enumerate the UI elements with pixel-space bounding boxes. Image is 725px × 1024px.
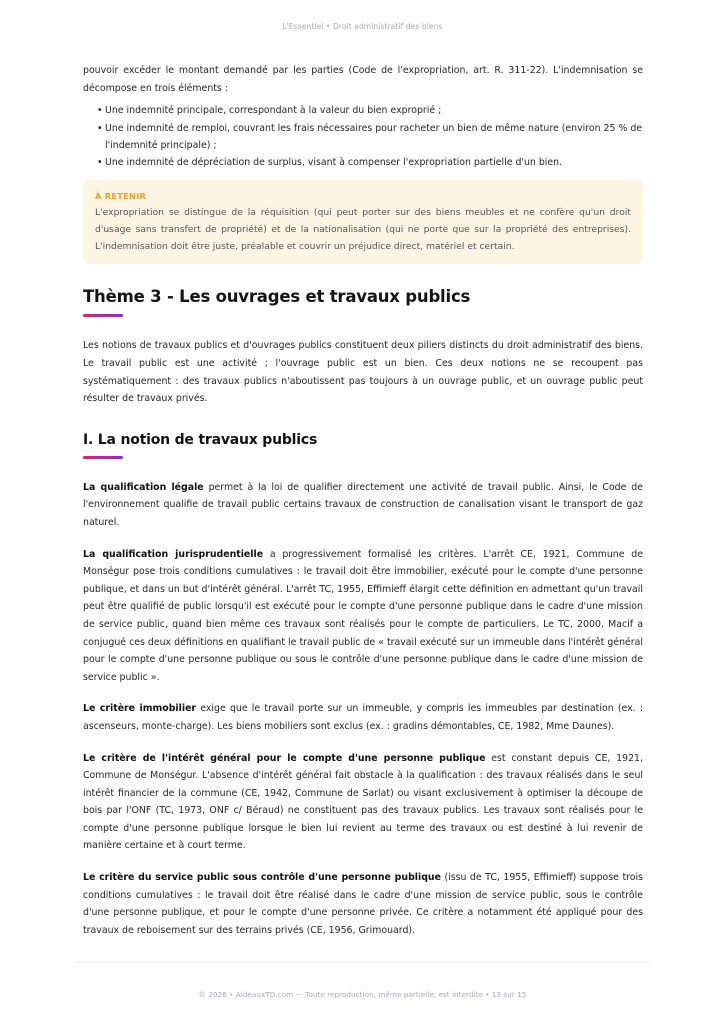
callout-body: L'expropriation se distingue de la réquisition (qui peut porter sur des biens meubles et ne confère qu'un droit d'usage sans transfert de propriété) et de la nationalisation (qui ne porte que sur la propriété des entreprises). L'indemnisation doit être juste, préalable et couvrir un préjudice direct, matériel et certain. <box>95 206 631 253</box>
list-item: • Une indemnité principale, correspondant à la valeur du bien exproprié ; <box>97 102 643 119</box>
paragraph-text: (issu de TC, 1955, Effimieff) suppose trois conditions cumulatives : le travail doit être réalisé dans le cadre d'une mission de service public, sous le contrôle d'une personne publique, et pour le compte d'une personne privée. Ce critère a notamment été appliqué pour des travaux de reboisement sur des terrains privés (CE, 1956, Grimouard). <box>83 872 643 936</box>
paragraph-legal-qualification <box>83 479 643 532</box>
paragraph-immobilier-criterion <box>83 700 643 735</box>
intro-paragraph: pouvoir excéder le montant demandé par les parties (Code de l'expropriation, art. R. 311-22). L'indemnisation se décompose en trois éléments : <box>83 65 643 94</box>
paragraph-lead: La qualification jurisprudentielle <box>83 548 264 560</box>
paragraph-lead: Le critère du service public sous contrôle d'une personne publique <box>83 872 441 884</box>
paragraph-lead: La qualification légale <box>83 481 204 493</box>
theme-intro: Les notions de travaux publics et d'ouvrages publics constituent deux piliers distincts du droit administratif des biens. Le travail public est une activité ; l'ouvrage public est un bien. Ces deux notions ne se recoupent pas systématiquement : des travaux publics n'aboutissent pas toujours à un ouvrage public, et un ouvrage public peut résulter de travaux privés. <box>83 340 643 405</box>
paragraph-general-interest-criterion <box>83 750 643 856</box>
paragraph-lead: Le critère immobilier <box>83 703 197 715</box>
footer-divider <box>76 962 650 963</box>
list-item: • Une indemnité de dépréciation de surplus, visant à compenser l'expropriation partielle d'un bien. <box>97 154 643 171</box>
page-footer: © 2026 • AideauxTD.com — Toute reproduction, même partielle, est interdite • 13 sur 15 <box>198 990 527 999</box>
paragraph-lead: Le critère de l'intérêt général pour le compte d'une personne publique <box>83 752 486 764</box>
paragraph-text: a progressivement formalisé les critères. L'arrêt CE, 1921, Commune de Monségur pose trois conditions cumulatives : le travail doit être immobilier, exécuté pour le compte d'une personne publique, et dans un but d'intérêt général. L'arrêt TC, 1955, Effimieff élargit cette définition en admettant qu'un travail peut être qualifié de public lorsqu'il est exécuté pour le compte d'une personne publique dans le cadre d'une mission de service public, quand bien même ces travaux sont réalisés pour le compte de particuliers. Le TC, 2000, Macif a conjugué ces deux définitions en qualifiant le travail public de « travail exécuté sur un immeuble dans l'intérêt général pour le compte d'une personne publique ou sous le contrôle d'une personne publique dans le cadre d'une mission de service public ». <box>83 548 643 683</box>
retenir-callout <box>83 180 643 265</box>
callout-title: À RETENIR <box>95 190 147 201</box>
running-header: L'Essentiel • Droit administratif des biens <box>282 22 443 31</box>
paragraph-public-service-criterion <box>83 869 643 939</box>
paragraph-text: permet à la loi de qualifier directement une activité de travail public. Ainsi, le Code de l'environnement qualifie de travail public certains travaux de construction de canalisation visant le transport de gaz naturel. <box>83 481 643 528</box>
list-item: • Une indemnité de remploi, couvrant les frais nécessaires pour racheter un bien de même nature (environ 25 % de l'indemnité principale) ; <box>97 120 643 155</box>
section-heading: I. La notion de travaux publics <box>83 431 318 448</box>
page-content <box>83 62 643 939</box>
heading-underline <box>83 456 123 459</box>
heading-underline <box>83 314 123 317</box>
indemnity-list <box>97 102 643 172</box>
paragraph-text: est constant depuis CE, 1921, Commune de Monségur. L'absence d'intérêt général fait obstacle à la qualification : des travaux réalisés dans le seul intérêt financier de la commune (CE, 1942, Commune de Sarlat) ou visant exclusivement à optimiser la découpe de bois par l'ONF (TC, 1973, ONF c/ Béraud) ne constituent pas des travaux publics. Les travaux sont réalisés pour le compte d'une personne publique lorsque le bien lui revient au terme des travaux ou est destiné à lui revenir de manière certaine et à court terme. <box>83 752 643 852</box>
theme-heading: Thème 3 - Les ouvrages et travaux publics <box>83 287 471 307</box>
paragraph-jurisprudential-qualification <box>83 546 643 687</box>
paragraph-text: exige que le travail porte sur un immeuble, y compris les immeubles par destination (ex. : ascenseurs, monte-charge). Les biens mobiliers sont exclus (ex. : gradins démontables, CE, 1982, Mme Daunes). <box>83 703 643 732</box>
